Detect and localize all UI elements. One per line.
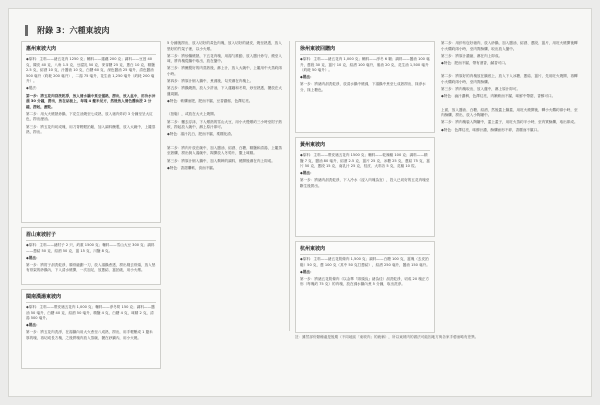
continuation-text: 第三步：將原汁濃縮，淋在肉上即成。 xyxy=(441,53,503,58)
page xyxy=(8,8,592,397)
recipe-line: 第二步：用大火燒熱炒鍋，下花生油燒至七成熟，放入豬肉炸約 3 分鐘至呈大紅色，撈出瀝油。 xyxy=(26,111,153,122)
feature-text: ◆特色：軟爛而肥，肥而不膩，豆香濃郁，色澤紅亮。 xyxy=(167,98,253,103)
column-3 xyxy=(295,41,435,337)
recipe-line: 第一步：將豬五花肋條肉（以金華『兩頭烏』豬為佳）刮洗乾淨，切成 20 塊正方形（每塊約 75 克）的肉塊，放在沸水鍋內煮 5 分鐘，取出洗淨。 xyxy=(300,276,430,287)
recipe-step-heading: ◆製法： xyxy=(26,255,40,260)
recipe-step-heading: ◆製法： xyxy=(26,323,40,328)
continuation-text: 第二步：將肉塊裝入陶罐中，蓋上蓋子，用旺火蒸約半小時，至肉質酥爛，取出即成。 xyxy=(441,120,578,125)
column-1 xyxy=(21,41,161,373)
continuation-text: 5 分鐘後撈出，放入切好的黃色肉塊，放入切好的豬皮，燒至熟透，放入墊好的竹架子裡，以小火燉。 xyxy=(167,41,282,51)
continuation-text: 第五步：將鍋燒熱，放入少許油，下入蓮藕和冬筍，炒至熟透，擺放在大盤周圍。 xyxy=(167,86,282,96)
recipe-line: 第一步：將豬肉刮洗乾淨，放清水鍋中燒沸，下湯鍋中煮至七成熟撈出，抹淨水分，抹上糖色。 xyxy=(300,82,426,92)
header-bar-icon xyxy=(25,25,28,36)
recipe-line: 第三步：將五花肉切成塊，用刀背輕輕拍鬆，加入調料醃製，放入大碗中，上籠蒸熟，撈出。 xyxy=(26,124,156,135)
recipe-title: 惠州東坡大肉 xyxy=(26,45,156,55)
continuation-text: 第三步：將醃製好的肉蒸熟後，淋上汁，放入大碗中，上籠用中火蒸約兩小時。 xyxy=(167,66,282,76)
recipe-title: 眉山東坡肘子 xyxy=(26,231,156,241)
recipe-line: 第一步：將肘子刮洗乾淨，順骨縫劃一刀，放入湯鍋煮透，撈出剔去骨頭，放入墊有骨架的砂鍋內，下入清水燒開，一次加足，放蔥結、薑拍破，用小火燉。 xyxy=(26,262,156,273)
appendix-header xyxy=(25,20,109,34)
continuation-text: 第二步：將炒鍋燒熱，下五花肉塊，用湯勺推動，放入醬汁炒勻，燒至入味，將肉塊從鍋中取出，放在盤中。 xyxy=(167,53,282,64)
recipe-card-hangzhou xyxy=(295,241,435,333)
recipe-step-heading: ◆製法： xyxy=(300,269,314,274)
feature-text: ◆特色：色澤紅亮，味醇汁濃，酥爛而形不碎，香糯而不膩口。 xyxy=(441,127,541,132)
feature-text: ◆特色：肥而不膩，帶有酒香，鹹香可口。 xyxy=(441,60,509,65)
recipe-line: 第一步：將豬肉刮洗乾淨，下入冷水（浸入肉塊為宜），投入已切好的五花肉塊至斷生後撈出。 xyxy=(300,178,430,188)
column-2 xyxy=(167,41,285,173)
recipe-title: 徐州東坡回贈肉 xyxy=(300,45,430,55)
continuation-text: 第四步：將原汁倒入鍋中，煮沸後，勾芡淋在肉塊上。 xyxy=(167,79,254,84)
recipe-line: 第一步：將五花肉洗淨，在湯鍋內用大火煮至八成熟，撈出，用手輕壓成 1 釐米厚的塊，再切成長方塊，之後將塊肉放入蒸碗，擺在砂鍋內，用小火燒。 xyxy=(26,330,153,340)
recipe-line: ◆原料：主料——豬五花肉 1,000 克；輔料——淨冬 6 顆；調料——醬油 100 毫升，蔥段 30 克，薑片 10 克，紹酒 100 毫升，蜜油 20 克，花生油 1,500 毫升（約耗 50 毫升）。 xyxy=(300,57,430,73)
recipe-step-heading: ◆製法： xyxy=(300,171,314,176)
recipe-line: ◆原料：主料——豬肘子 2 只，約重 1500 克；輔料——雪山大豆 300 克；調料——蔥結 50 克，紹酒 50 克，薑 15 克，川鹽 8 克。 xyxy=(26,243,155,253)
recipe-card-minnan xyxy=(21,289,161,369)
recipe-title: 杭州東坡肉 xyxy=(300,245,430,255)
continuation-text: 第三步：將肉塊取出，放入盤中，淋上原汁即可。 xyxy=(441,87,521,92)
continuation-text: 第二步：撇去浮沫，下入燉熟的雪山大豆，用小火慢燉約三小時至肘子熟軟，撈起放入碗中，淋上原汁即可。 xyxy=(167,119,282,130)
continuation-text: 第二步：將原好的肉塊放在鍋底上，放入下入冰糖、蔥結、薑片，先用旺火燒開，再轉小火燜約兩小時，至肉質酥爛。 xyxy=(441,74,578,84)
continuation-text: 第三步：將原汁倒入鍋中，加入剩餘的調料，燒開後淋在肉上即成。 xyxy=(167,158,275,163)
recipe-step-heading: 第一步：將五花肉刮洗乾淨，放入清水鍋中煮至僅熟，撈出，放入盆中，用冷水沖漂 30 分鐘，撈出，放在砧板上，每塊 4 釐米見方，然後放入清色醬油浸 2 分鐘，撈起，瀝乾。 xyxy=(26,93,156,109)
column-divider xyxy=(289,41,290,331)
recipe-line: ◆製法： xyxy=(26,86,40,91)
recipe-title: 黃州東坡肉 xyxy=(300,141,430,151)
recipe-card-xuzhou xyxy=(295,41,435,133)
continuation-text: 第二步：將肉片放在碗中，加入醬油、紹酒、白糖、精鹽和清湯，上籠蒸至熟爛，撈出倒入湯碗中，揭開放入冬筍片，撒上味精。 xyxy=(167,145,282,156)
recipe-card-huangzhou xyxy=(295,137,435,237)
feature-text: ◆特色：香甜爛軟，食而不膩。 xyxy=(167,165,217,170)
appendix-title: 附錄 3：六種東坡肉 xyxy=(37,26,110,35)
footnote: 註：雖然部份類種處是後期（不同地區「東坡肉」的統稱），所以東坡肉的做法可能因地方與各家手藝而略有差異。 xyxy=(295,335,479,339)
recipe-step-heading: ◆製法： xyxy=(300,75,314,80)
recipe-card-hakka xyxy=(21,227,161,285)
recipe-line: ◆原料：主料——帶皮豬五花肉 1500 克；輔料——乾辣椒 100 克；調料——精鹽 7 克，醬油 80 毫升，紹酒 2.5 克，薑片 25 克，冰糖 25 克，蔥結 75 克，薑片 50 克，蔥段 15 克，南乳汁 25 克，桂皮、大料各 5 克，花椒 10 粒。 xyxy=(300,153,430,169)
feature-text: ◆特色：滷汁濃稠，色澤紅亮，肉嫩軟而不膩，味鮮中帶甜，香醇可口。 xyxy=(441,94,556,99)
recipe-line: ◆原料：主料——豬五花肋條肉 1,500 克；調料——白糖 100 克，薑塊（去皮拍鬆）50 克，蔥 100 克（其中 50 克打蔥結），紹酒 250 毫升，醬油 150 毫升。 xyxy=(300,257,430,267)
feature-text: ◆特色：湯汁乳白，肥而不膩，柔糯化渣。 xyxy=(167,132,235,137)
recipe-title: 閩南漢湯東坡肉 xyxy=(26,293,156,303)
recipe-card-huizhou xyxy=(21,41,161,223)
continuation-text: （拍鬆），或放在大火上燒開。 xyxy=(167,112,218,117)
continuation-text: 第二步：用紗布包好豬肉，放入砂鍋，加入醬油、紹酒、蔥段、薑片，用旺火燒開後轉小火燜約兩小時，至肉質酥爛，取出放入盤中。 xyxy=(441,41,578,51)
recipe-line: ◆原料：主料——帶皮豬五花肉 1,000 克；輔料——淨冬筍 150 克；調料——醬油 50 毫升，白糖 40 克，紹酒 50 毫升，精鹽 4 克，白糖 4 克，味精 2 克，清湯 500 毫升。 xyxy=(26,305,155,321)
continuation-text: 上面，放入醬油、白糖、紹酒，然後蓋上鍋蓋，用旺火燒開後，轉小火燜約兩小時，至肉酥爛，撈出，放入小陶罐中。 xyxy=(441,107,578,118)
column-4 xyxy=(441,41,581,135)
recipe-line: ◆原料：主料——豬五花肉 1250 克；輔料——蓮藕 200 克；調料——豆豉 40 克，陳皮 40 克，八角 1.5 克，豆腐乳 50 克，麥芽糖 25 克，蔥白 10 克，精鹽 2.5 克，紹酒 10 克，汁醬油 10 克，白糖 60 克，深色醬油 25 毫升，清色醬油 500 毫升（約耗 200 毫升），二湯 75 毫升，花生油 1,250 毫升（約耗 200 毫升）。 xyxy=(26,57,155,84)
